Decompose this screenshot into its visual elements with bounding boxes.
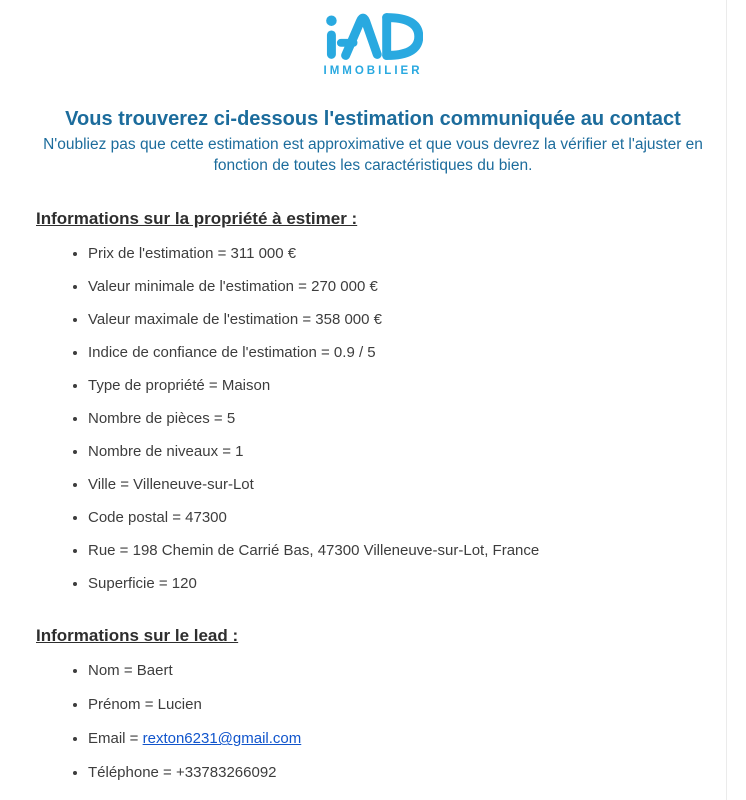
email-label: Email =: [88, 730, 143, 748]
property-info-list: [0, 244, 746, 593]
section-heading-property: Informations sur la propriété à estimer :: [36, 209, 358, 229]
list-item: • Téléphone = +33783266092: [88, 763, 746, 782]
list-item: • Code postal = 47300: [88, 508, 746, 527]
list-item: • Prénom = Lucien: [88, 695, 746, 714]
list-item: • Ville = Villeneuve-sur-Lot: [88, 475, 746, 494]
list-item: • Valeur minimale de l'estimation = 270 000 €: [88, 277, 746, 296]
page-title: Vous trouverez ci-dessous l'estimation communiquée au contact: [65, 108, 681, 130]
content-right-edge: [726, 0, 727, 800]
list-item: • Indice de confiance de l'estimation = 0.9 / 5: [88, 343, 746, 362]
list-item: • Rue = 198 Chemin de Carrié Bas, 47300 Villeneuve-sur-Lot, France: [88, 541, 746, 560]
list-item: • Type de propriété = Maison: [88, 376, 746, 395]
list-item-email: [88, 729, 746, 748]
email-link[interactable]: rexton6231@gmail.com: [142, 730, 302, 748]
lead-info-list: [0, 661, 746, 782]
brand-logo: [0, 0, 746, 77]
page-subtitle: N'oubliez pas que cette estimation est approximative et que vous devrez la vérifier et l'ajuster en fonction de toutes les caractéristiques du bien.: [43, 136, 703, 174]
brand-wordmark: IMMOBILIER: [323, 65, 423, 77]
list-item: • Nombre de pièces = 5: [88, 409, 746, 428]
list-item: • Superficie = 120: [88, 574, 746, 593]
list-item: • Valeur maximale de l'estimation = 358 000 €: [88, 310, 746, 329]
list-item: • Prix de l'estimation = 311 000 €: [88, 244, 746, 263]
section-heading-lead: Informations sur le lead :: [36, 626, 239, 646]
list-item: • Nom = Baert: [88, 661, 746, 680]
list-item: • Nombre de niveaux = 1: [88, 442, 746, 461]
iad-logo-icon: [323, 10, 423, 63]
